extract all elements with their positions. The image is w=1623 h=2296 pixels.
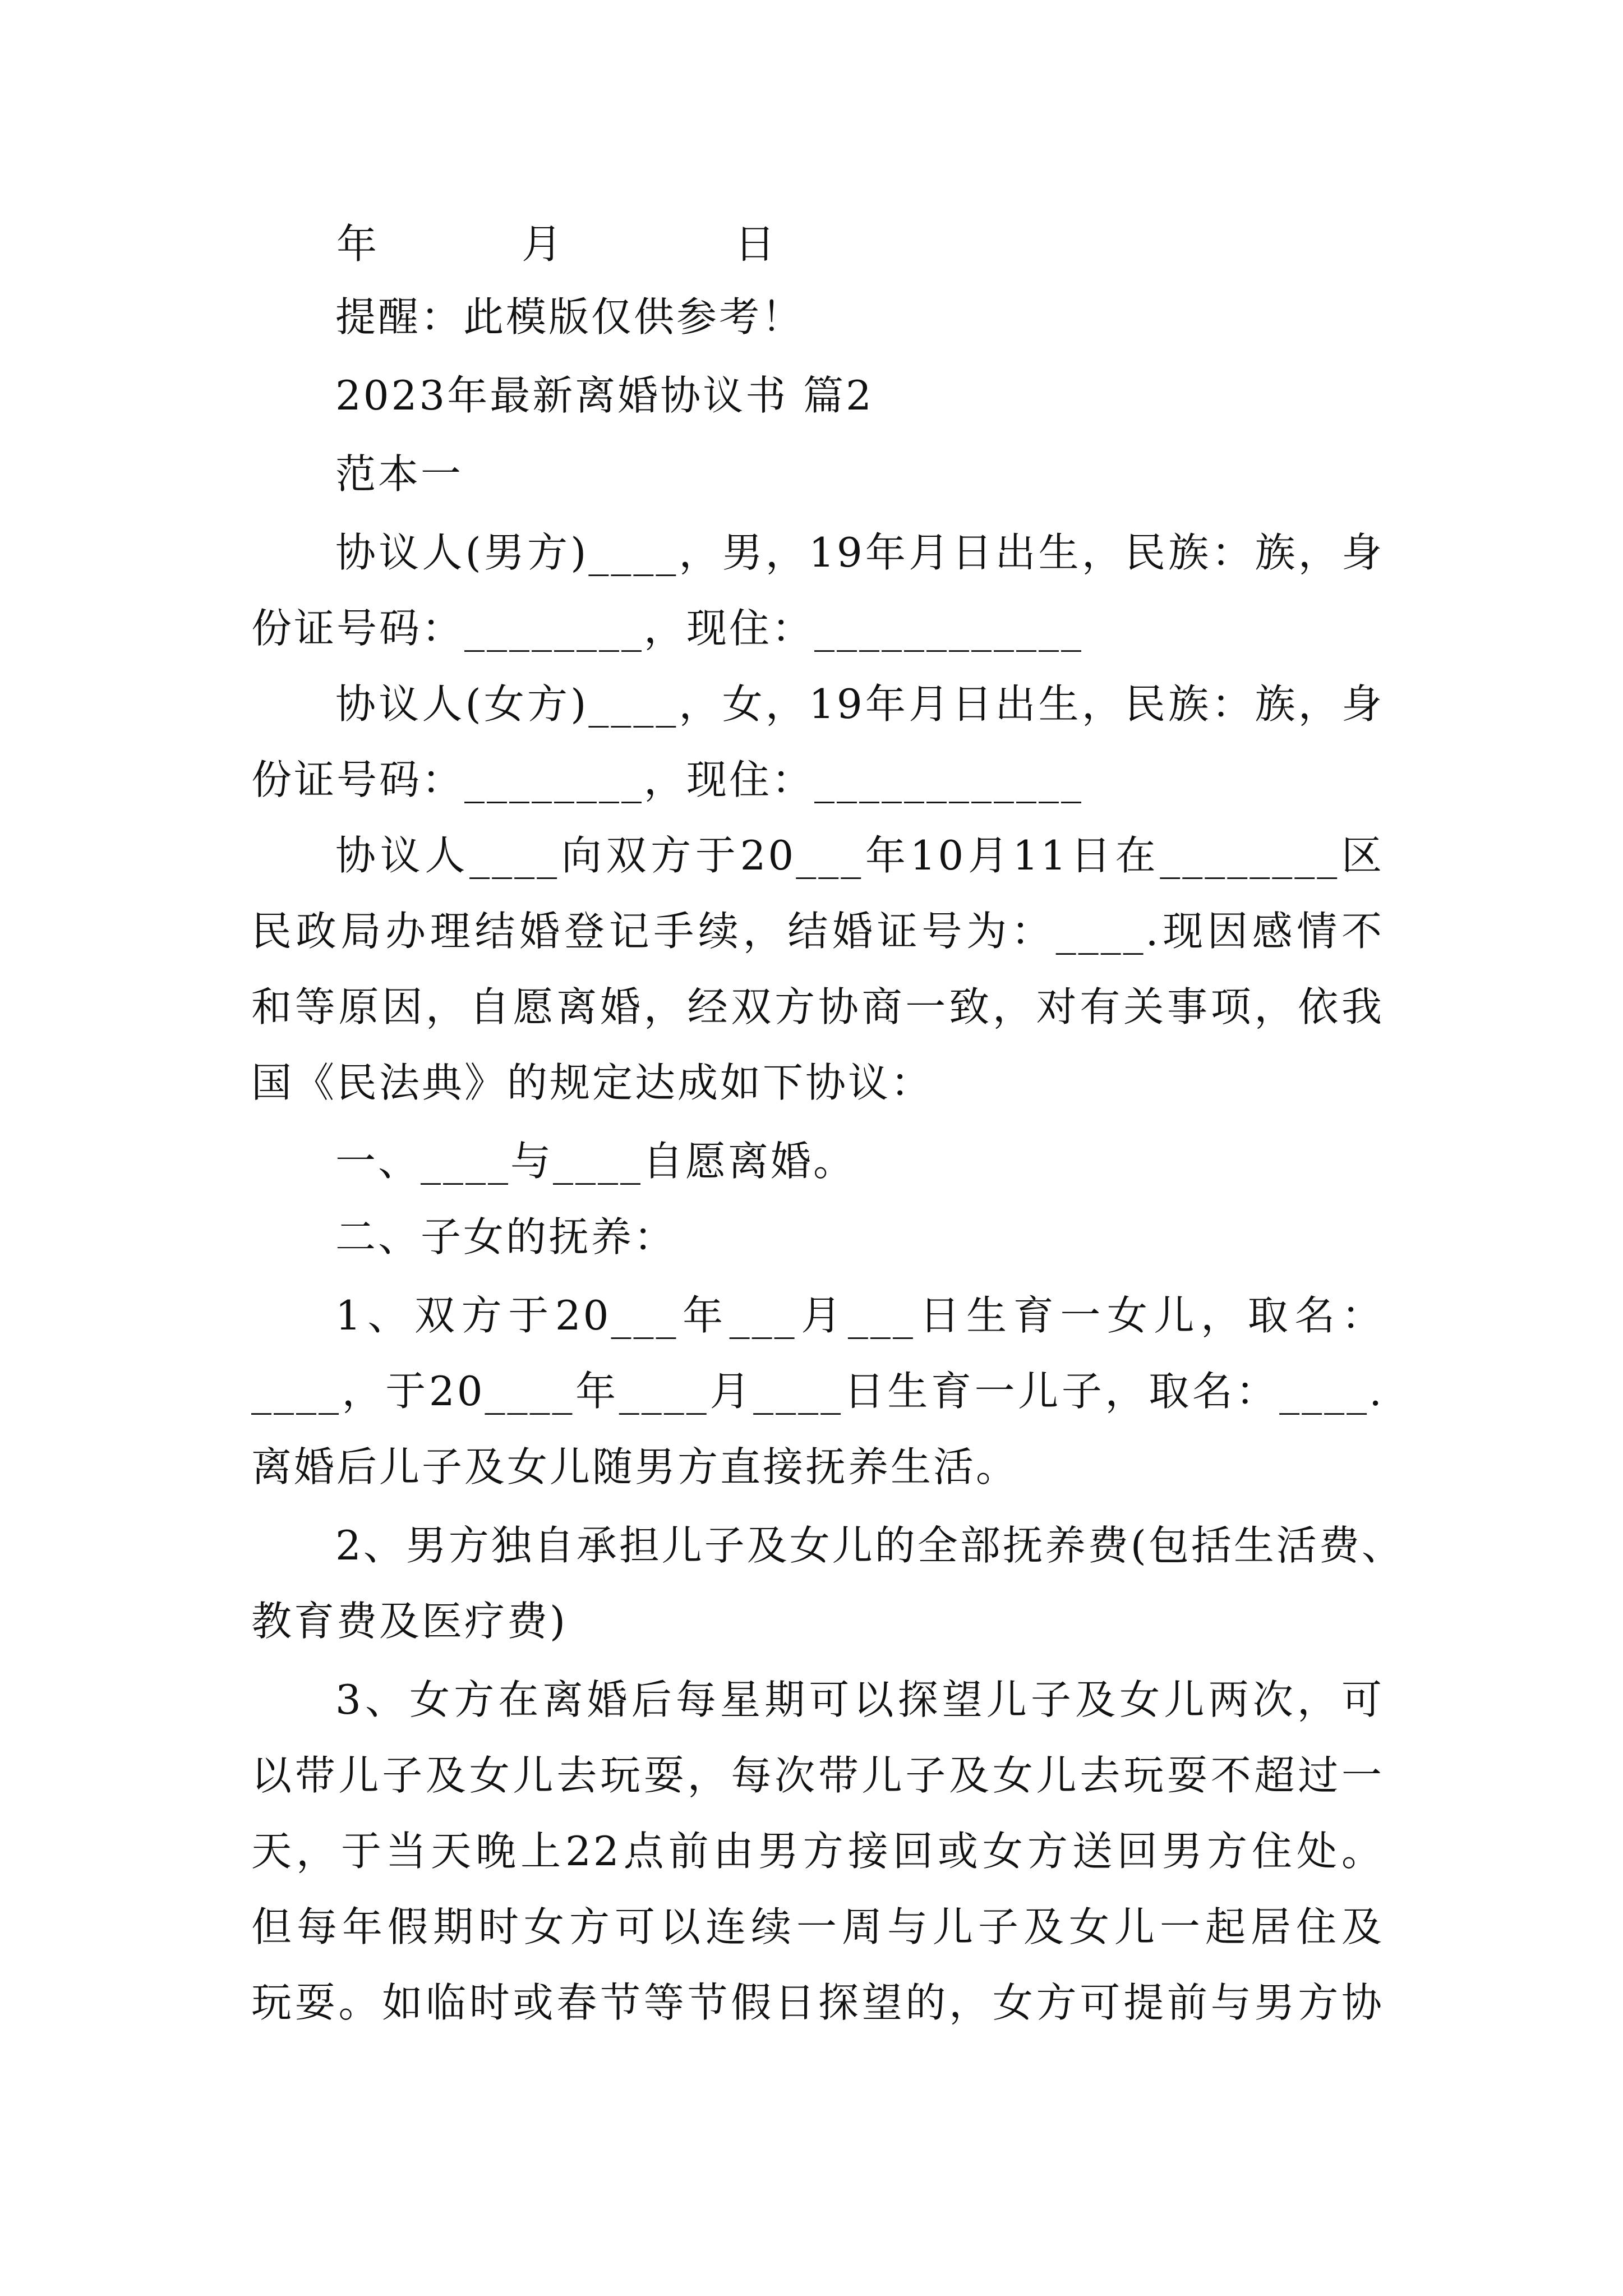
paragraph-line: 天，于当天晚上22点前由男方接回或女方送回男方住处。 [251,1828,1384,1875]
paragraph-line: 2、男方独自承担儿子及女儿的全部抚养费(包括生活费、 [335,1522,1404,1569]
date-month: 月 [522,220,562,268]
paragraph-line: 3、女方在离婚后每星期可以探望儿子及女儿两次，可 [335,1676,1384,1723]
paragraph-line: 离婚后儿子及女儿随男方直接抚养生活。 [251,1443,1019,1490]
reminder-line: 提醒：此模版仅供参考！ [335,293,805,341]
section-heading: 2023年最新离婚协议书 篇2 [335,372,874,419]
date-day: 日 [735,220,776,268]
paragraph-line: 玩耍。如临时或春节等节假日探望的，女方可提前与男方协 [251,1979,1384,2026]
paragraph-line: 份证号码：________，现住：____________ [251,605,1084,652]
paragraph-line: ____，于20____年____月____日生育一儿子，取名：____. [251,1368,1384,1415]
paragraph-line: 协议人(女方)____，女，19年月日出生，民族：族，身 [335,680,1384,728]
paragraph-line: 以带儿子及女儿去玩耍，每次带儿子及女儿去玩耍不超过一 [251,1752,1384,1799]
paragraph-line: 民政局办理结婚登记手续，结婚证号为：____.现因感情不 [251,908,1384,955]
paragraph-line: 份证号码：________，现住：____________ [251,756,1084,803]
paragraph-line: 协议人____向双方于20___年10月11日在________区 [335,832,1384,879]
template-heading: 范本一 [335,450,464,498]
paragraph-line: 协议人(男方)____，男，19年月日出生，民族：族，身 [335,529,1384,576]
paragraph-line: 教育费及医疗费) [251,1598,568,1645]
clause-line: 一、____与____自愿离婚。 [335,1138,856,1185]
paragraph-line: 国《民法典》的规定达成如下协议： [251,1059,934,1106]
paragraph-line: 但每年假期时女方可以连续一周与儿子及女儿一起居住及 [251,1903,1384,1950]
paragraph-line: 1、双方于20___年___月___日生育一女儿，取名： [335,1292,1384,1339]
clause-line: 二、子女的抚养： [335,1213,677,1260]
paragraph-line: 和等原因，自愿离婚，经双方协商一致，对有关事项，依我 [251,983,1384,1030]
date-year: 年 [336,220,377,268]
